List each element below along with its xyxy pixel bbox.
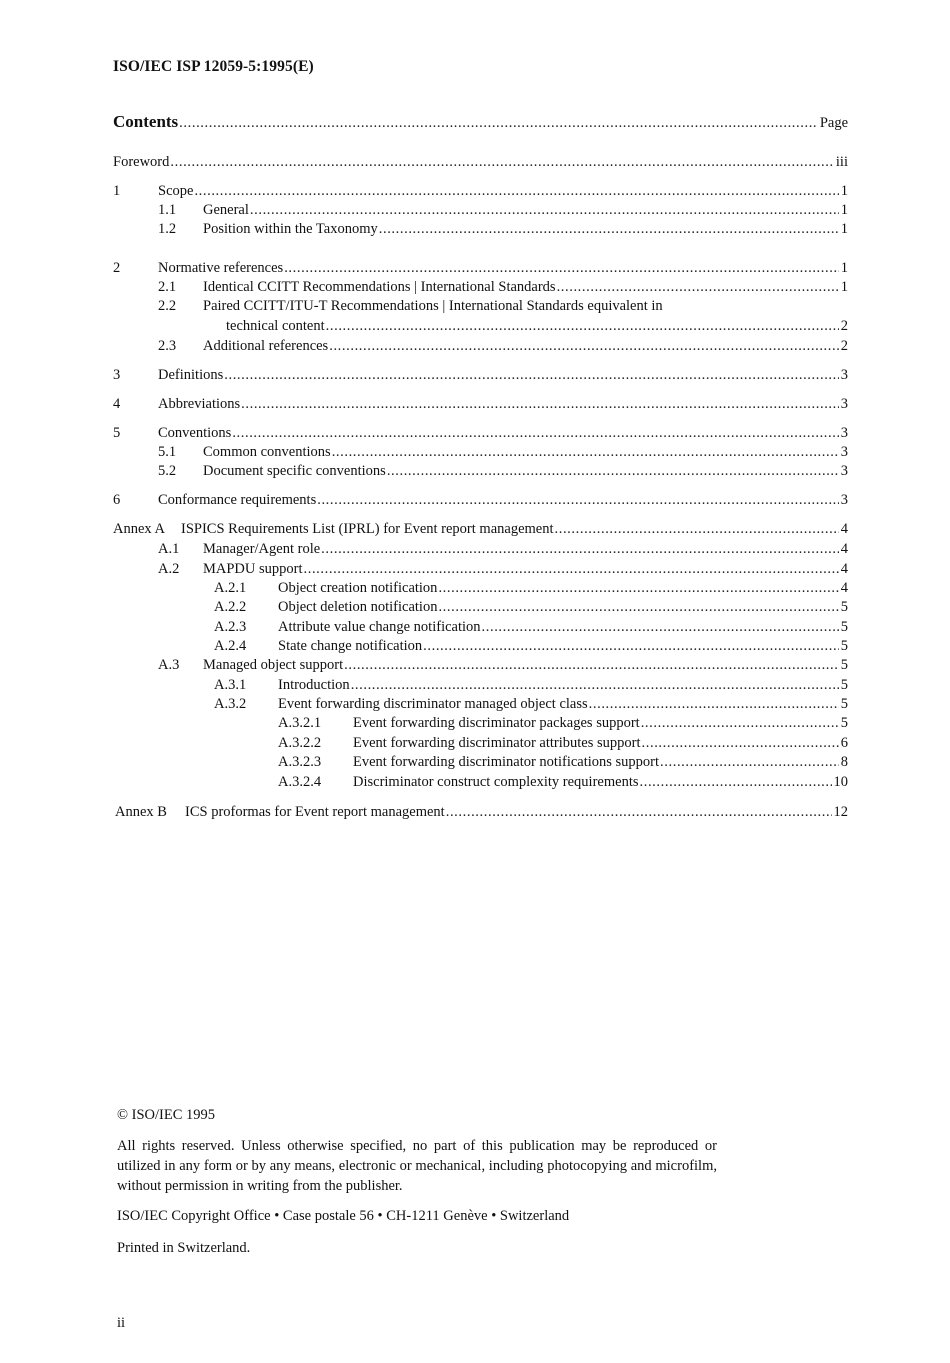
- page-number: ii: [117, 1315, 126, 1331]
- toc-entry-2-2[interactable]: 2.2 Paired CCITT/ITU-T Recommendations | International Standards equivalent in: [158, 298, 663, 314]
- toc-entry-a-2[interactable]: A.2 MAPDU support ..... 4: [158, 560, 848, 578]
- toc-entry-a-3-2-4[interactable]: A.3.2.4 Discriminator construct complexity requirements ..... 10: [278, 773, 848, 791]
- toc-entry-a-1[interactable]: A.1 Manager/Agent role ..... 4: [158, 540, 848, 558]
- toc-entry-1-2[interactable]: 1.2 Position within the Taxonomy ..... 1: [158, 220, 848, 238]
- rights-statement: All rights reserved. Unless otherwise specified, no part of this publication may be reproduced or utilized in any form or by any means, electronic or mechanical, including photocopying and microfilm, without permission in writing from the publisher.: [117, 1138, 717, 1194]
- toc-entry-annex-a[interactable]: Annex A ISPICS Requirements List (IPRL) for Event report management ..... 4: [113, 520, 848, 538]
- toc-entry-a-3-2[interactable]: A.3.2 Event forwarding discriminator managed object class ..... 5: [214, 695, 848, 713]
- toc-entry-2-1[interactable]: 2.1 Identical CCITT Recommendations | International Standards ..... 1: [158, 278, 848, 296]
- toc-entry-2-3[interactable]: 2.3 Additional references ..... 2: [158, 337, 848, 355]
- copyright-notice: © ISO/IEC 1995: [117, 1107, 216, 1123]
- toc-entry-4[interactable]: 4 Abbreviations ..... 3: [113, 395, 848, 413]
- toc-entry-a-3-2-2[interactable]: A.3.2.2 Event forwarding discriminator attributes support ..... 6: [278, 734, 848, 752]
- toc-entry-5-1[interactable]: 5.1 Common conventions ..... 3: [158, 443, 848, 461]
- toc-entry-5[interactable]: 5 Conventions ..... 3: [113, 424, 848, 442]
- toc-entry-foreword[interactable]: Foreword ..... iii: [113, 153, 848, 171]
- toc-entry-2-2-continued[interactable]: technical content ..... 2: [226, 317, 848, 335]
- toc-entry-a-2-2[interactable]: A.2.2 Object deletion notification ..... 5: [214, 598, 848, 616]
- toc-entry-6[interactable]: 6 Conformance requirements ..... 3: [113, 491, 848, 509]
- toc-entry-a-3-1[interactable]: A.3.1 Introduction ..... 5: [214, 676, 848, 694]
- toc-entry-a-3-2-3[interactable]: A.3.2.3 Event forwarding discriminator notifications support ..... 8: [278, 753, 848, 771]
- printed-in: Printed in Switzerland.: [117, 1240, 251, 1256]
- toc-entry-3[interactable]: 3 Definitions ..... 3: [113, 366, 848, 384]
- toc-entry-annex-b[interactable]: Annex B ICS proformas for Event report management ..... 12: [115, 803, 848, 821]
- toc-page-label: Page: [819, 115, 848, 131]
- document-id: ISO/IEC ISP 12059-5:1995(E): [113, 58, 314, 75]
- toc-entry-5-2[interactable]: 5.2 Document specific conventions ..... 3: [158, 462, 848, 480]
- toc-entry-2[interactable]: 2 Normative references ..... 1: [113, 259, 848, 277]
- toc-entry-1[interactable]: 1 Scope ..... 1: [113, 182, 848, 200]
- toc-entry-a-3-2-1[interactable]: A.3.2.1 Event forwarding discriminator packages support ..... 5: [278, 714, 848, 732]
- toc-entry-a-2-1[interactable]: A.2.1 Object creation notification ..... 4: [214, 579, 848, 597]
- toc-entry-a-3[interactable]: A.3 Managed object support ..... 5: [158, 656, 848, 674]
- toc-title: Contents: [113, 112, 179, 131]
- toc-entry-1-1[interactable]: 1.1 General ..... 1: [158, 201, 848, 219]
- toc-heading: [113, 113, 848, 132]
- toc-entry-a-2-4[interactable]: A.2.4 State change notification ..... 5: [214, 637, 848, 655]
- toc-entry-a-2-3[interactable]: A.2.3 Attribute value change notification ..... 5: [214, 618, 848, 636]
- copyright-office-address: ISO/IEC Copyright Office • Case postale 56 • CH-1211 Genève • Switzerland: [117, 1208, 570, 1224]
